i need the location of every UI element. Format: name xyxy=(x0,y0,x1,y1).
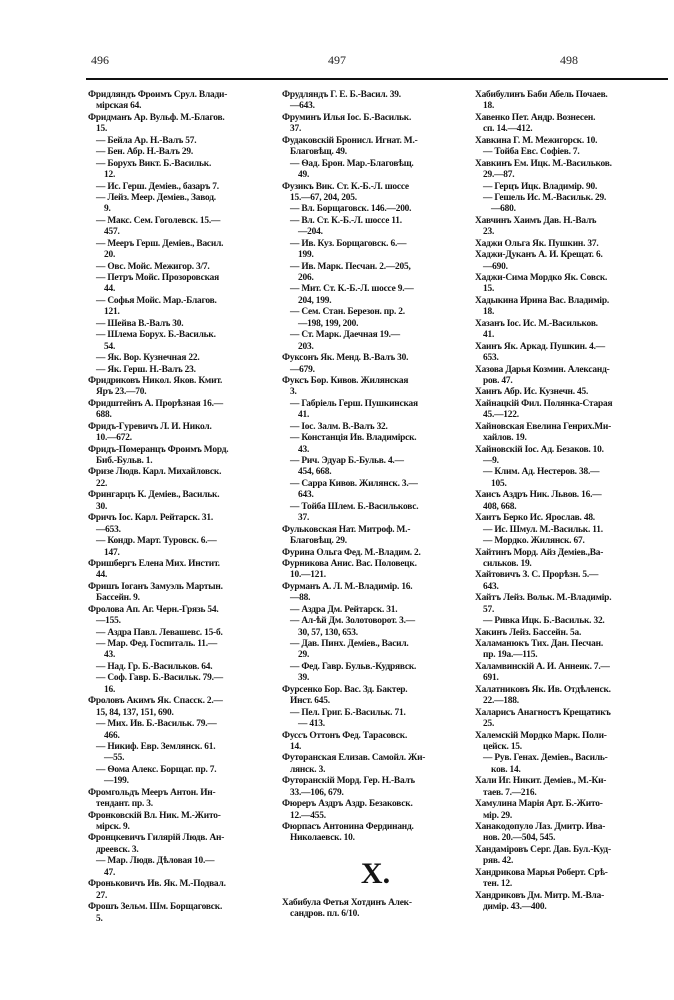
directory-entry-line: Фрудляндъ Г. Е. Б.-Васил. 39. xyxy=(282,90,401,100)
directory-entry-line: 15, 84, 137, 151, 690. xyxy=(96,707,174,718)
directory-entry-line: нов. 20.—504, 545. xyxy=(483,833,556,844)
directory-entry-line: Хабибула Фетья Хотдинъ Алек- xyxy=(282,897,412,908)
directory-entry-line: 29. xyxy=(298,650,310,661)
directory-entry-line: — Вл. Ст. К.-Б.-Л. шоссе 11. xyxy=(290,215,402,226)
directory-entry-line: Хавкина Г. М. Межигорск. 10. xyxy=(475,135,598,146)
directory-entry-line: —88. xyxy=(290,593,311,604)
directory-entry-line: Фронковскій Вл. Ник. М.-Жито- xyxy=(88,810,221,821)
directory-entry-line: —643. xyxy=(290,101,315,112)
directory-entry-line: 30. xyxy=(96,501,108,512)
directory-entry-line: 15.—67, 204, 205. xyxy=(290,192,357,203)
directory-entry-line: Фронцкевичъ Гилярій Людв. Ан- xyxy=(88,833,225,844)
directory-entry-line: — Ис. Герш. Деміев., базаръ 7. xyxy=(96,181,219,192)
directory-entry-line: 27. xyxy=(96,890,108,901)
directory-entry-line: 408, 668. xyxy=(483,501,517,512)
directory-entry-line: 691. xyxy=(483,673,499,684)
directory-entry-line: Фурина Ольга Фед. М.-Владим. 2. xyxy=(282,547,421,558)
directory-entry-line: Хандрикова Марья Роберт. Срѣ- xyxy=(475,867,608,878)
directory-entry-line: сильков. 19. xyxy=(483,558,532,569)
directory-entry-line: Хаинъ Як. Аркад. Пушкин. 4.— xyxy=(475,341,605,352)
directory-entry-line: Фришбергъ Елена Мих. Инстит. xyxy=(88,558,220,569)
directory-entry-line: Фроньковичъ Ив. Як. М.-Подвал. xyxy=(88,879,226,890)
directory-entry-line: 12.—455. xyxy=(290,810,326,821)
directory-entry-line: — Софья Мойс. Мар.-Благов. xyxy=(96,295,217,306)
directory-entry-line: Фюреръ Аздръ Аздр. Безаковск. xyxy=(282,799,413,810)
directory-entry-line: —199. xyxy=(104,776,129,787)
directory-entry-line: Хавчинъ Хаимъ Дав. Н.-Валъ xyxy=(475,215,597,226)
directory-entry-line: 121. xyxy=(104,307,120,318)
directory-entry-line: пр. 19а.—115. xyxy=(483,650,538,661)
page-number-right: 498 xyxy=(560,53,578,67)
directory-entry-line: — Пел. Григ. Б.-Васильк. 71. xyxy=(290,707,406,718)
directory-entry-line: сандров. пл. 6/10. xyxy=(290,909,360,920)
directory-entry-line: — Герцъ Ицк. Владимір. 90. xyxy=(483,181,598,192)
directory-entry-line: Хаинъ Абр. Ис. Кузнечн. 45. xyxy=(475,387,589,398)
directory-entry-line: Фурманъ А. Л. М.-Владимір. 16. xyxy=(282,581,413,592)
directory-entry-line: Хавенко Пет. Андр. Вознесен. xyxy=(475,112,596,123)
directory-entry-line: Фролова Ап. Аг. Черн.-Грязь 54. xyxy=(88,604,219,615)
directory-entry-line: — Аздра Павл. Левашевс. 15-б. xyxy=(96,627,223,638)
directory-entry-line: — Кондр. Март. Туровск. 6.— xyxy=(96,536,217,547)
directory-entry-line: — Никиф. Евр. Землянск. 61. xyxy=(96,741,216,752)
directory-entry-line: лянск. 3. xyxy=(290,764,326,775)
directory-entry-line: — Овс. Мойс. Межигор. 3/7. xyxy=(96,261,210,272)
directory-entry-line: 653. xyxy=(483,353,499,364)
directory-entry-line: Бассейн. 9. xyxy=(96,593,140,604)
directory-entry-line: Фричъ Іос. Карл. Рейтарск. 31. xyxy=(88,513,213,524)
directory-entry-line: 30, 57, 130, 653. xyxy=(298,627,358,638)
directory-entry-line: Хаджи-Дуканъ А. И. Крещат. 6. xyxy=(475,250,603,261)
directory-entry-line: —9. xyxy=(483,456,499,466)
directory-entry-line: 44. xyxy=(96,570,108,581)
directory-entry-line: Халатниковъ Як. Ив. Отдѣленск. xyxy=(475,684,611,695)
directory-entry-line: тен. 12. xyxy=(483,879,512,890)
directory-entry-line: — Тойба Евс. Софіев. 7. xyxy=(483,147,580,158)
directory-entry-line: 41. xyxy=(298,410,310,421)
directory-entry-line: 44. xyxy=(104,284,116,295)
directory-entry-line: —155. xyxy=(96,616,121,627)
directory-entry-line: 12. xyxy=(104,170,116,181)
header-rule xyxy=(86,78,668,80)
directory-entry-line: 23. xyxy=(483,227,495,238)
directory-entry-line: 10.—672. xyxy=(96,433,132,444)
directory-entry-line: Фюрпасъ Антонина Фердинанд. xyxy=(282,822,414,832)
directory-entry-line: димір. 43.—400. xyxy=(483,902,547,913)
directory-entry-line: — Гешель Ис. М.-Васильк. 29. xyxy=(483,192,607,203)
directory-entry-line: — Ривка Ицк. Б.-Васильк. 32. xyxy=(483,616,605,627)
directory-entry-line: мір. 29. xyxy=(483,810,513,821)
directory-entry-line: — Шлема Борух. Б.-Васильк. xyxy=(96,330,216,341)
directory-entry-line: Хадыкина Ирина Вас. Владимір. xyxy=(475,295,609,306)
directory-entry-line: Инст. 645. xyxy=(290,696,330,707)
directory-entry-line: 14. xyxy=(290,741,302,752)
directory-entry-line: — Дав. Пинх. Деміев., Васил. xyxy=(290,639,409,649)
directory-entry-line: Фроловъ Акимъ Як. Спасск. 2.— xyxy=(88,696,223,707)
directory-entry-line: 203. xyxy=(298,341,314,352)
directory-entry-line: цейск. 15. xyxy=(483,741,522,752)
directory-entry-line: — 413. xyxy=(298,719,325,730)
directory-entry-line: Хайтовичъ З. С. Прорѣзн. 5.— xyxy=(475,570,599,581)
directory-entry-line: — Ѳад. Брон. Мар.-Благовѣщ. xyxy=(290,158,414,169)
directory-entry-line: 643. xyxy=(298,490,314,501)
directory-entry-line: — Аздра Дм. Рейтарск. 31. xyxy=(290,604,398,615)
directory-entry-line: ряв. 42. xyxy=(483,856,514,867)
page-number-center: 497 xyxy=(328,53,346,67)
directory-entry-line: 43. xyxy=(298,444,310,455)
directory-entry-line: Хайтинъ Морд. Айз Деміев.,Ва- xyxy=(475,547,604,558)
directory-entry-line: 39. xyxy=(298,673,310,684)
directory-entry-line: Хазова Дарья Козмин. Александ- xyxy=(475,364,610,375)
directory-entry-line: — Над. Гр. Б.-Васильков. 64. xyxy=(96,661,213,672)
directory-entry-line: — Ив. Марк. Песчан. 2.—205, xyxy=(290,261,411,272)
directory-entry-line: Фурсенко Бор. Вас. Зд. Бактер. xyxy=(282,684,408,695)
directory-entry-line: 105. xyxy=(491,478,507,489)
directory-entry-line: хайлов. 19. xyxy=(483,433,527,444)
directory-entry-line: — Петръ Мойс. Прозоровская xyxy=(96,273,219,283)
directory-entry-line: 204, 199. xyxy=(298,295,332,306)
directory-entry-line: Хаитъ Берко Ис. Ярослав. 48. xyxy=(475,513,595,524)
directory-entry-line: Хандриковъ Дм. Митр. М.-Вла- xyxy=(475,890,605,901)
directory-entry-line: Яръ 23.—70. xyxy=(96,387,147,398)
directory-entry-line: Фромгольдъ Мееръ Антон. Ин- xyxy=(88,787,216,798)
directory-entry-line: Фридриковъ Никол. Яков. Кмит. xyxy=(88,375,223,386)
directory-entry-line: Футоранская Елизав. Самойл. Жи- xyxy=(282,753,426,764)
directory-entry-line: 199. xyxy=(298,250,314,261)
directory-entry-line: 45.—122. xyxy=(483,410,519,421)
directory-entry-line: — Габріель Герш. Пушкинская xyxy=(290,398,418,409)
directory-entry-line: 49. xyxy=(298,170,310,181)
directory-entry-line: 37. xyxy=(290,124,302,135)
directory-entry-line: — Мар. Фед. Госпиталь. 11.— xyxy=(96,639,218,649)
directory-entry-line: — Як. Вор. Кузнечная 22. xyxy=(96,353,200,364)
directory-entry-line: — Макс. Сем. Гоголевск. 15.— xyxy=(96,215,221,226)
directory-entry-line: — Констанція Ив. Владимірск. xyxy=(290,433,417,444)
directory-entry-line: — Соф. Гавр. Б.-Васильк. 79.— xyxy=(96,673,223,684)
directory-entry-line: Хали Иг. Никит. Деміев., М.-Ки- xyxy=(475,776,607,787)
directory-entry-line: ков. 14. xyxy=(491,764,521,775)
directory-entry-line: 15. xyxy=(483,284,495,295)
directory-entry-line: таев. 7.—216. xyxy=(483,787,537,798)
directory-entry-line: 688. xyxy=(96,410,112,421)
directory-entry-line: Хайновская Евелина Генрих.Ми- xyxy=(475,421,612,432)
directory-entry-line: — Рич. Эдуар Б.-Бульв. 4.— xyxy=(290,456,404,466)
directory-entry-line: Хайновскій Іос. Ад. Безаков. 10. xyxy=(475,444,604,455)
directory-entry-line: — Шейва В.-Валъ 30. xyxy=(96,318,184,329)
directory-entry-line: 43. xyxy=(104,650,116,661)
directory-entry-line: — Бейла Ар. Н.-Валъ 57. xyxy=(96,135,197,146)
directory-entry-line: Халамвинскій А. И. Аннеик. 7.— xyxy=(475,661,610,672)
directory-entry-line: 5. xyxy=(96,913,103,924)
directory-entry-line: —55. xyxy=(104,753,125,764)
directory-entry-line: 206. xyxy=(298,273,314,283)
page-number-left: 496 xyxy=(91,53,109,67)
directory-entry-line: — Ст. Марк. Даечная 19.— xyxy=(290,330,400,341)
directory-entry-line: Хаджи-Сима Мордко Як. Совск. xyxy=(475,273,608,283)
directory-entry-line: Фуссъ Оттонъ Фед. Тарасовск. xyxy=(282,730,408,741)
directory-entry-line: Биб.-Бульв. 1. xyxy=(96,456,153,466)
directory-entry-line: 57. xyxy=(483,604,495,615)
directory-entry-line: — Клим. Ад. Нестеров. 38.— xyxy=(483,467,600,478)
directory-entry-line: 643. xyxy=(483,581,499,592)
directory-entry-line: Хамулина Марія Арт. Б.-Жито- xyxy=(475,799,603,810)
directory-entry-line: Фурникова Анис. Вас. Половецк. xyxy=(282,558,417,569)
directory-entry-line: Благовѣщ. 49. xyxy=(290,147,347,158)
directory-entry-line: 29.—87. xyxy=(483,170,515,181)
directory-entry-line: — Бен. Абр. Н.-Валъ 29. xyxy=(96,147,194,158)
directory-entry-line: — Фед. Гавр. Бульв.-Кудрявск. xyxy=(290,661,417,672)
directory-entry-line: 22. xyxy=(96,478,108,489)
directory-entry-line: ров. 47. xyxy=(483,375,513,386)
directory-entry-line: Фридманъ Ар. Вульф. М.-Благов. xyxy=(88,112,225,123)
directory-entry-line: Хайтъ Лейз. Вольк. М.-Владимір. xyxy=(475,593,612,604)
directory-entry-line: 9. xyxy=(104,204,111,215)
directory-entry-line: — Ѳома Алекс. Борщаг. пр. 7. xyxy=(96,764,217,775)
directory-entry-line: — Ив. Куз. Борщаговск. 6.— xyxy=(290,238,407,249)
directory-entry-line: —204. xyxy=(298,227,323,238)
directory-entry-line: 457. xyxy=(104,227,120,238)
directory-entry-line: 454, 668. xyxy=(298,467,332,478)
directory-entry-line: Фришъ Іоганъ Замуэль Мартын. xyxy=(88,581,223,592)
directory-entry-line: — Рув. Генах. Деміев., Василь- xyxy=(483,753,608,764)
directory-entry-line: —653. xyxy=(96,524,121,535)
directory-entry-line: Фудаковскій Бронисл. Игнат. М.- xyxy=(282,135,418,146)
directory-entry-line: Фуксонъ Як. Менд. В.-Валъ 30. xyxy=(282,353,409,364)
directory-entry-line: Фруминъ Илья Іос. Б.-Васильк. xyxy=(282,112,412,123)
directory-entry-line: — Тойба Шлем. Б.-Васильковс. xyxy=(290,501,419,512)
directory-entry-line: Хаджи Ольга Як. Пушкин. 37. xyxy=(475,238,599,249)
directory-entry-line: Фрошъ Зельм. Шм. Борщаговск. xyxy=(88,902,223,913)
directory-entry-line: мірск. 9. xyxy=(96,822,130,832)
directory-entry-line: — Сем. Стан. Березон. пр. 2. xyxy=(290,307,405,318)
directory-entry-line: 16. xyxy=(104,684,116,695)
directory-entry-line: — Ис. Шмул. М.-Васильк. 11. xyxy=(483,524,603,535)
directory-entry-line: Хандаміровъ Серг. Дав. Бул.-Куд- xyxy=(475,844,611,855)
column-right xyxy=(475,90,662,914)
directory-entry-line: дреевск. 3. xyxy=(96,844,139,855)
directory-entry-line: Фуксъ Бор. Кивов. Жилянская xyxy=(282,375,409,386)
directory-entry-line: Николаевск. 10. xyxy=(290,833,355,844)
directory-entry-line: 18. xyxy=(483,101,495,112)
directory-entry-line: — Мих. Ив. Б.-Васильк. 79.— xyxy=(96,719,217,730)
directory-entry-line: Фридъ-Померанцъ Фроимъ Морд. xyxy=(88,444,229,455)
directory-entry-line: сп. 14.—412. xyxy=(483,124,533,135)
directory-entry-line: Хабибулинъ Баби Абель Почаев. xyxy=(475,90,608,100)
directory-entry-line: Хаисъ Аздръ Ник. Львов. 16.— xyxy=(475,490,602,501)
directory-entry-line: Фульковская Нат. Митроф. М.- xyxy=(282,524,411,535)
directory-entry-line: — Мордко. Жилянск. 67. xyxy=(483,536,585,547)
directory-entry-line: 18. xyxy=(483,307,495,318)
directory-entry-line: 3. xyxy=(290,387,297,398)
directory-entry-line: — Сарра Кивов. Жилянск. 3.— xyxy=(290,478,418,489)
directory-entry-line: —198, 199, 200. xyxy=(298,318,359,329)
directory-entry-line: 25. xyxy=(483,719,495,730)
directory-entry-line: тендант. пр. 3. xyxy=(96,799,153,810)
directory-entry-line: — Лейз. Меер. Деміев., Завод. xyxy=(96,192,216,203)
column-left xyxy=(88,90,275,925)
directory-entry-line: — Вл. Борщаговск. 146.—200. xyxy=(290,204,412,215)
directory-entry-line: Халаманюкъ Тих. Дан. Песчан. xyxy=(475,639,603,649)
directory-entry-line: Благовѣщ. 29. xyxy=(290,536,347,547)
directory-entry-line: 466. xyxy=(104,730,120,741)
directory-entry-line: 33.—106, 679. xyxy=(290,787,344,798)
directory-entry-line: Фузикъ Вик. Ст. К.-Б.-Л. шоссе xyxy=(282,181,409,192)
directory-entry-line: — Ал-ѣй Дм. Золотоворот. 3.— xyxy=(290,616,415,627)
directory-entry-line: Фридляндъ Фроимъ Срул. Влади- xyxy=(88,90,228,100)
directory-entry-line: Хайнацкій Фил. Полянка-Старая xyxy=(475,398,613,409)
directory-entry-line: 22.—188. xyxy=(483,696,519,707)
directory-entry-line: — Як. Герш. Н.-Валъ 23. xyxy=(96,364,196,375)
directory-entry-line: Халарисъ Анагностъ Крещатикъ xyxy=(475,707,611,718)
directory-entry-line: — Іос. Залм. В.-Валъ 32. xyxy=(290,421,388,432)
directory-entry-line: 47. xyxy=(104,867,116,878)
directory-entry-line: Футоранскій Морд. Гер. Н.-Валъ xyxy=(282,776,415,787)
directory-entry-line: 41. xyxy=(483,330,495,341)
directory-entry-line: Халемскій Мордко Марк. Поли- xyxy=(475,730,607,741)
directory-entry-line: 54. xyxy=(104,341,116,352)
directory-entry-line: Ханакодопуло Лаз. Дмитр. Ива- xyxy=(475,822,606,832)
directory-entry-line: 10.—121. xyxy=(290,570,326,581)
directory-entry-line: Хазанъ Іос. Ис. М.-Васильков. xyxy=(475,318,598,329)
directory-entry-line: Хавкинъ Ем. Ицк. М.-Васильков. xyxy=(475,158,612,169)
directory-entry-line: 15. xyxy=(96,124,108,135)
directory-entry-line: Фридъ-Гуревичъ Л. И. Никол. xyxy=(88,421,212,432)
directory-entry-line: — Мееръ Герш. Деміев., Васил. xyxy=(96,238,224,249)
directory-entry-line: — Борухъ Викт. Б.-Васильк. xyxy=(96,158,212,169)
directory-entry-line: мірская 64. xyxy=(96,101,142,112)
directory-entry-line: —680. xyxy=(491,204,516,215)
directory-entry-line: 147. xyxy=(104,547,120,558)
section-letter-heading: Х. xyxy=(360,856,391,890)
directory-entry-line: Хакинъ Лейз. Бассейн. 5а. xyxy=(475,627,582,638)
directory-entry-line: —690. xyxy=(483,261,508,272)
directory-entry-line: — Мар. Людв. Дѣловая 10.— xyxy=(96,856,215,867)
directory-entry-line: — Мит. Ст. К.-Б.-Л. шоссе 9.— xyxy=(290,284,414,295)
directory-entry-line: 37. xyxy=(298,513,310,524)
directory-entry-line: Фрингарцъ К. Деміев., Васильк. xyxy=(88,490,220,501)
section-gap xyxy=(282,845,469,854)
directory-entry-line: 20. xyxy=(104,250,116,261)
directory-entry-line: Фридштейнъ А. Прорѣзная 16.— xyxy=(88,398,223,409)
column-middle xyxy=(282,90,469,921)
directory-entry-line: Фризе Людв. Карл. Михайловск. xyxy=(88,467,222,478)
directory-entry-line: —679. xyxy=(290,364,315,375)
